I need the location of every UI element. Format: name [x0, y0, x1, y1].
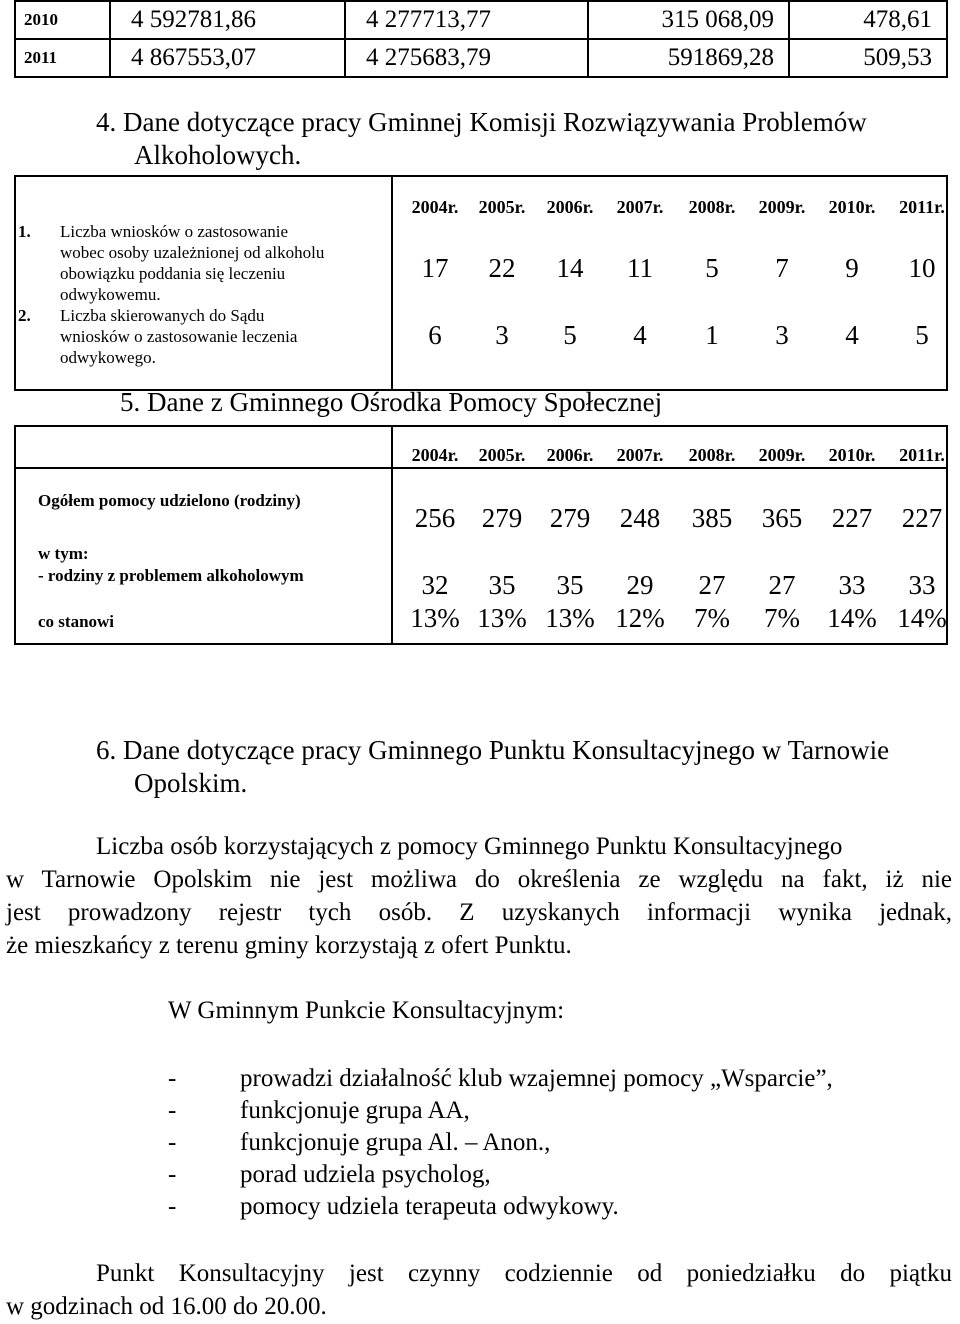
heading-line: 6. Dane dotyczące pracy Gminnego Punktu Konsultacyjnego w Tarnowie [96, 735, 890, 765]
section-4-heading [96, 106, 867, 172]
heading-line: Opolskim. [134, 768, 248, 798]
item-line: Liczba skierowanych do Sądu [60, 306, 265, 325]
section-6-heading [96, 734, 889, 800]
heading-line: Alkoholowych. [134, 140, 302, 170]
table-cell: 256 [414, 503, 456, 533]
item-line: odwykowemu. [60, 285, 161, 304]
list-intro: W Gminnym Punkcie Konsultacyjnym: [168, 997, 565, 1024]
table-cell: 227 [831, 503, 873, 533]
row-label: w tym: [38, 544, 89, 563]
table-cell: 509,53 [789, 39, 947, 77]
table-cell: 365 [761, 503, 803, 533]
text-line: jest prowadzony rejestr tych osób. Z uzyskanych informacji wynika jednak, [6, 899, 952, 926]
list-item: prowadzi działalność klub wzajemnej pomocy „Wsparcie”, [240, 1065, 833, 1092]
table-cell: 29 [626, 570, 654, 600]
row-label: co stanowi [38, 612, 115, 631]
table-cell: 6 [428, 320, 442, 350]
table-cell: 385 [691, 503, 733, 533]
list-item: porad udziela psycholog, [240, 1161, 491, 1188]
data-row [16, 570, 946, 602]
year-header: 2011r. [899, 445, 945, 465]
table-cell: 33 [908, 570, 936, 600]
table-cell: 4 867553,07 [110, 39, 345, 77]
table-cell: 35 [556, 570, 584, 600]
table-cell: 27 [768, 570, 796, 600]
year-header: 2009r. [758, 197, 806, 217]
table-cell: 13% [410, 603, 460, 633]
year-header: 2006r. [546, 445, 594, 465]
table-cell: 27 [698, 570, 726, 600]
year-header: 2006r. [546, 197, 594, 217]
year-header: 2004r. [411, 197, 459, 217]
text-line: w Tarnowie Opolskim nie jest możliwa do określenia ze względu na fakt, iż nie [6, 866, 952, 893]
list-item: funkcjonuje grupa AA, [240, 1097, 470, 1124]
list-item: pomocy udziela terapeuta odwykowy. [240, 1193, 619, 1220]
table-cell: 13% [545, 603, 595, 633]
table-cell: 7% [694, 603, 730, 633]
bullet-dash: - [168, 1161, 177, 1188]
item-number: 2. [18, 306, 31, 325]
paragraph [6, 1257, 952, 1323]
row-label: - rodziny z problemem alkoholowym [38, 566, 304, 585]
row-label: Ogółem pomocy udzielono (rodziny) [38, 491, 301, 510]
table-cell: 14% [827, 603, 877, 633]
table-cell: 32 [421, 570, 449, 600]
year-header-row [16, 445, 946, 469]
item-line: obowiązku poddania się leczeniu [60, 264, 286, 283]
table-cell: 315 068,09 [588, 1, 789, 39]
text-line: Liczba osób korzystających z pomocy Gminnego Punktu Konsultacyjnego [96, 833, 843, 860]
year-header: 2009r. [758, 445, 806, 465]
table-cell: 14 [556, 253, 584, 283]
table-cell: 12% [615, 603, 665, 633]
year-cell: 2011 [15, 39, 110, 77]
year-header: 2007r. [616, 445, 664, 465]
table-cell: 14% [897, 603, 947, 633]
table-cell: 3 [775, 320, 789, 350]
table-cell: 4 275683,79 [345, 39, 588, 77]
table-cell: 33 [838, 570, 866, 600]
year-header: 2011r. [899, 197, 945, 217]
table-cell: 5 [705, 253, 719, 283]
heading-line: 4. Dane dotyczące pracy Gminnej Komisji Rozwiązywania Problemów [96, 107, 867, 137]
text-line: w godzinach od 16.00 do 20.00. [6, 1293, 327, 1320]
item-line: wniosków o zastosowanie leczenia [60, 327, 298, 346]
year-header: 2010r. [828, 197, 876, 217]
table-cell: 3 [495, 320, 509, 350]
table-row [15, 1, 947, 39]
text-line: Punkt Konsultacyjny jest czynny codziennie od poniedziałku do piątku [96, 1260, 952, 1287]
year-header: 2008r. [688, 445, 736, 465]
table-cell: 17 [421, 253, 449, 283]
year-header: 2004r. [411, 445, 459, 465]
year-header: 2005r. [478, 445, 526, 465]
section-5-heading: 5. Dane z Gminnego Ośrodka Pomocy Społecznej [120, 387, 663, 417]
bullet-dash: - [168, 1129, 177, 1156]
table-cell: 227 [901, 503, 943, 533]
bullet-dash: - [168, 1065, 177, 1092]
table-cell: 7% [764, 603, 800, 633]
table-cell: 279 [549, 503, 591, 533]
data-row [16, 253, 946, 285]
item-number: 1. [18, 222, 31, 241]
alcohol-commission-table [14, 175, 948, 391]
table-cell: 5 [915, 320, 929, 350]
item-line: odwykowego. [60, 348, 156, 367]
table-cell: 5 [563, 320, 577, 350]
list-item: funkcjonuje grupa Al. – Anon., [240, 1129, 551, 1156]
year-header-row [16, 197, 946, 221]
table-cell: 22 [488, 253, 516, 283]
table-row [15, 39, 947, 77]
data-row [16, 503, 946, 535]
table-cell: 4 277713,77 [345, 1, 588, 39]
data-row [16, 603, 946, 635]
table-cell: 478,61 [789, 1, 947, 39]
year-header: 2010r. [828, 445, 876, 465]
item-line: Liczba wniosków o zastosowanie [60, 222, 289, 241]
table-cell: 11 [627, 253, 653, 283]
data-row [16, 320, 946, 352]
table-cell: 591869,28 [588, 39, 789, 77]
item-line: wobec osoby uzależnionej od alkoholu [60, 243, 325, 262]
table-cell: 9 [845, 253, 859, 283]
table-cell: 279 [481, 503, 523, 533]
text-line: że mieszkańcy z terenu gminy korzystają z ofert Punktu. [6, 932, 572, 959]
table-cell: 35 [488, 570, 516, 600]
social-assistance-table [14, 425, 948, 645]
year-header: 2007r. [616, 197, 664, 217]
bullet-dash: - [168, 1097, 177, 1124]
paragraph [6, 830, 952, 962]
table-cell: 4 592781,86 [110, 1, 345, 39]
year-header: 2005r. [478, 197, 526, 217]
year-header: 2008r. [688, 197, 736, 217]
table-cell: 248 [619, 503, 661, 533]
table-cell: 4 [845, 320, 859, 350]
table-cell: 4 [633, 320, 647, 350]
table-cell: 10 [908, 253, 936, 283]
financial-table [14, 0, 948, 78]
table-cell: 1 [705, 320, 719, 350]
table-cell: 7 [775, 253, 789, 283]
table-cell: 13% [477, 603, 527, 633]
bullet-dash: - [168, 1193, 177, 1220]
year-cell: 2010 [15, 1, 110, 39]
